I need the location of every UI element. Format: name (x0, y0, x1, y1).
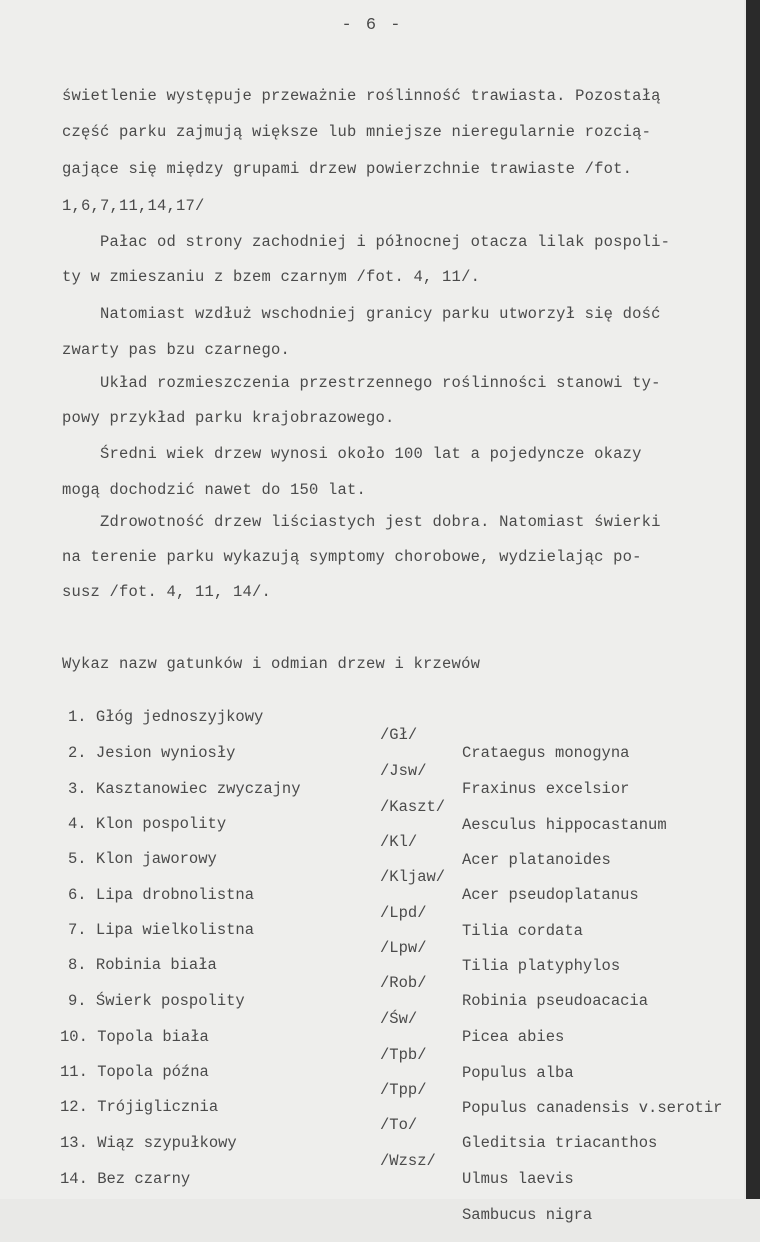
paragraph-line: susz /fot. 4, 11, 14/. (62, 583, 272, 601)
species-abbr: /Kljaw/ (380, 868, 446, 886)
species-abbr: /Kl/ (380, 833, 418, 851)
species-latin: Tilia platyphylos (462, 957, 621, 975)
species-name: 3. Kasztanowiec zwyczajny (68, 780, 301, 798)
species-name: 9. Świerk pospolity (68, 992, 245, 1010)
scan-edge (746, 0, 760, 1199)
species-name: 4. Klon pospolity (68, 815, 227, 833)
species-latin: Ulmus laevis (462, 1170, 574, 1188)
species-latin: Populus alba (462, 1064, 574, 1082)
species-name: 13. Wiąz szypułkowy (60, 1134, 237, 1152)
species-name: 6. Lipa drobnolistna (68, 886, 255, 904)
species-name: 7. Lipa wielkolistna (68, 921, 255, 939)
species-abbr: /Tpp/ (380, 1081, 427, 1099)
species-latin: Aesculus hippocastanum (462, 816, 667, 834)
species-abbr: /Gł/ (380, 726, 418, 744)
species-name: 10. Topola biała (60, 1028, 209, 1046)
species-abbr: /Św/ (380, 1010, 418, 1028)
species-abbr: /Wzsz/ (380, 1152, 436, 1170)
paragraph-line: świetlenie występuje przeważnie roślinność trawiasta. Pozostałą (62, 87, 661, 105)
species-abbr: /Kaszt/ (380, 798, 446, 816)
paragraph-line: 1,6,7,11,14,17/ (62, 197, 205, 215)
species-name: 11. Topola późna (60, 1063, 209, 1081)
species-name: 12. Trójiglicznia (60, 1098, 219, 1116)
species-latin: Acer pseudoplatanus (462, 886, 639, 904)
paragraph-line: na terenie parku wykazują symptomy chorobowe, wydzielając po- (62, 548, 642, 566)
paragraph-line: zwarty pas bzu czarnego. (62, 341, 291, 359)
species-abbr: /To/ (380, 1116, 418, 1134)
species-abbr: /Lpd/ (380, 904, 427, 922)
paragraph-line: mogą dochodzić nawet do 150 lat. (62, 481, 367, 499)
species-latin: Gleditsia triacanthos (462, 1134, 658, 1152)
paragraph-line: Układ rozmieszczenia przestrzennego roślinności stanowi ty- (62, 374, 661, 392)
paragraph-line: Zdrowotność drzew liściastych jest dobra. Natomiast świerki (62, 513, 661, 531)
species-name: 1. Głóg jednoszyjkowy (68, 708, 264, 726)
species-latin: Picea abies (462, 1028, 565, 1046)
paragraph-line: Średni wiek drzew wynosi około 100 lat a pojedyncze okazy (62, 445, 642, 463)
species-latin: Robinia pseudoacacia (462, 992, 649, 1010)
paragraph-line: ty w zmieszaniu z bzem czarnym /fot. 4, 11/. (62, 268, 481, 286)
paragraph-line: powy przykład parku krajobrazowego. (62, 409, 395, 427)
species-abbr: /Lpw/ (380, 939, 427, 957)
species-abbr: /Tpb/ (380, 1046, 427, 1064)
list-title: Wykaz nazw gatunków i odmian drzew i krzewów (62, 655, 481, 673)
species-name: 8. Robinia biała (68, 956, 217, 974)
species-abbr: /Rob/ (380, 974, 427, 992)
paragraph-line: część parku zajmują większe lub mniejsze nieregularnie rozcią- (62, 123, 652, 141)
paragraph-line: Natomiast wzdłuż wschodniej granicy parku utworzył się dość (62, 305, 661, 323)
species-name: 2. Jesion wyniosły (68, 744, 236, 762)
species-latin: Acer platanoides (462, 851, 611, 869)
species-latin: Sambucus nigra (462, 1206, 593, 1224)
paragraph-line: gające się między grupami drzew powierzchnie trawiaste /fot. (62, 160, 633, 178)
paragraph-line: Pałac od strony zachodniej i północnej otacza lilak pospoli- (62, 233, 671, 251)
species-name: 14. Bez czarny (60, 1170, 191, 1188)
species-abbr: /Jsw/ (380, 762, 427, 780)
species-latin: Populus canadensis v.serotir (462, 1099, 723, 1117)
species-name: 5. Klon jaworowy (68, 850, 217, 868)
species-latin: Fraxinus excelsior (462, 780, 630, 798)
species-latin: Tilia cordata (462, 922, 583, 940)
species-latin: Crataegus monogyna (462, 744, 630, 762)
page-number: - 6 - (341, 16, 403, 35)
